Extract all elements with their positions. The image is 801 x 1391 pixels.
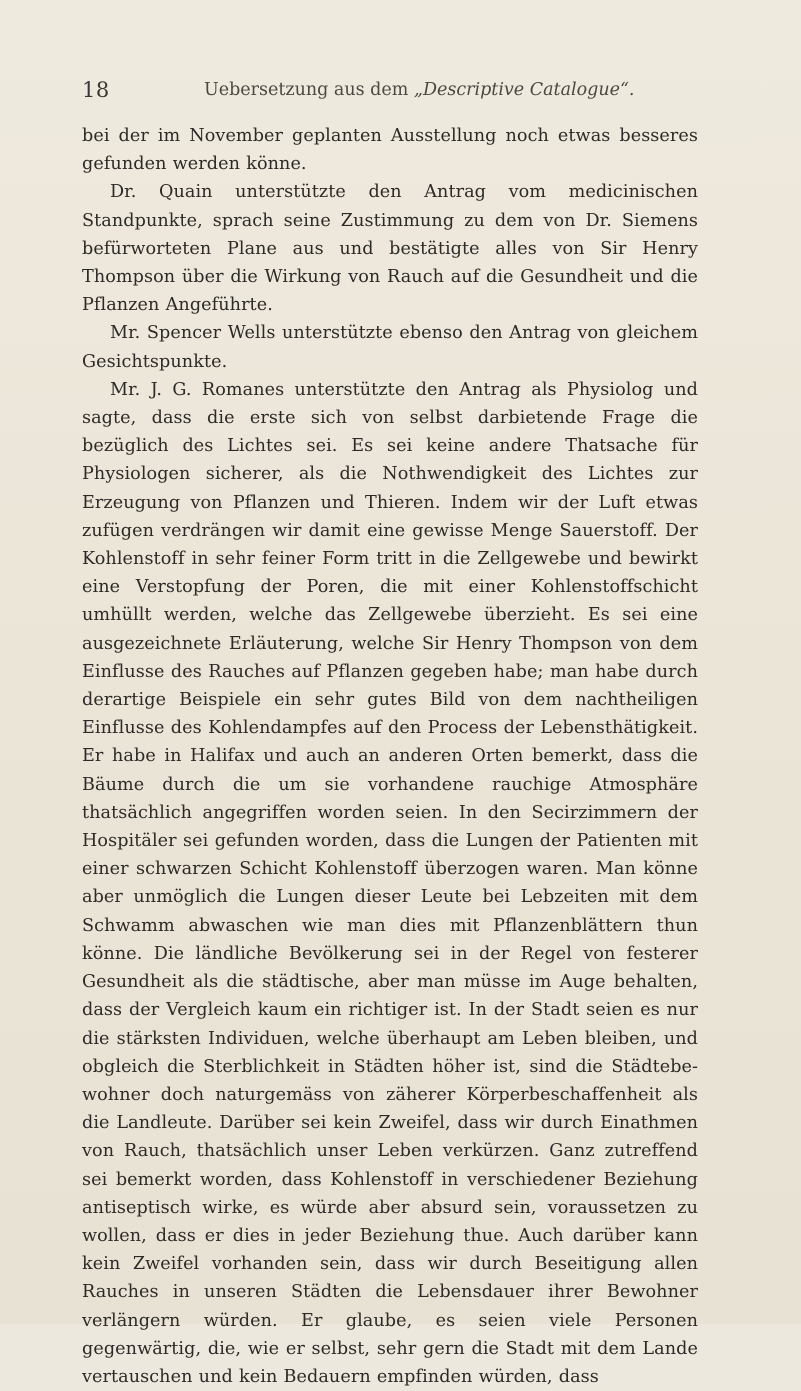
running-title	[204, 80, 635, 100]
running-title-text: Uebersetzung aus dem	[204, 80, 414, 100]
body-text	[82, 122, 698, 1391]
paragraph: bei der im November geplanten Ausstellung noch etwas besseres gefunden werden könne.	[82, 126, 698, 175]
running-head	[82, 78, 642, 108]
paragraph: Mr. J. G. Romanes unterstützte den Antrag als Physiolog und sagte, dass die erste sich von selbst darbietende Frage die bezüglich des Lichtes sei. Es sei keine andere Thatsache für Physiologen sicherer, als die Nothwendigkeit des Lichtes zur Erzeugung von Pflanzen und Thieren. Indem wir der Luft etwas zufügen verdrängen wir damit eine gewisse Menge Sauerstoff. Der Kohlenstoff in sehr feiner Form tritt in die Zellgewebe und bewirkt eine Verstopfung der Poren, die mit einer Kohlenstoffschicht umhüllt werden, welche das Zellgewebe überzieht. Es sei eine ausgezeichnete Erläuterung, welche Sir Henry Thompson von dem Einflusse des Rauches auf Pflanzen gegeben habe; man habe durch derartige Beispiele ein sehr gutes Bild von dem nachtheiligen Einflusse des Kohlendampfes auf den Process der Lebensthätigkeit. Er habe in Halifax und auch an anderen Orten bemerkt, dass die Bäume durch die um sie vorhandene rauchige Atmosphäre thatsächlich angegriffen worden seien. In den Secirzimmern der Hospitäler sei gefunden worden, dass die Lungen der Patienten mit einer schwarzen Schicht Kohlenstoff überzogen waren. Man könne aber unmöglich die Lungen dieser Leute bei Lebzeiten mit dem Schwamm abwaschen wie man dies mit Pflanzenblättern thun könne. Die ländliche Bevölkerung sei in der Regel von festerer Gesundheit als die städtische, aber man müsse im Auge behalten, dass der Vergleich kaum ein richtiger ist. In der Stadt seien es nur die stärksten Individuen, welche überhaupt am Leben bleiben, und obgleich die Sterblichkeit in Städten höher ist, sind die Städtebewohner doch naturgemäss von zäherer Körperbeschaffenheit als die Landleute. Darüber sei kein Zweifel, dass wir durch Einathmen von Rauch, thatsächlich unser Leben verkürzen. Ganz zutreffend sei bemerkt worden, dass Kohlenstoff in verschiedener Beziehung antiseptisch wirke, es würde aber absurd sein, voraussetzen zu wollen, dass er dies in jeder Beziehung thue. Auch darüber kann kein Zweifel vorhanden sein, dass wir durch Beseitigung allen Rauches in unseren Städten die Lebensdauer ihrer Bewohner verlängern würden. Er glaube, es seien viele Personen gegenwärtig, die, wie er selbst, sehr gern die Stadt mit dem Lande vertauschen und kein Bedauern empfinden würden, dass	[82, 379, 698, 1387]
paragraph: Dr. Quain unterstützte den Antrag vom medicinischen Standpunkte, sprach seine Zustimmung zu dem von Dr. Siemens befürworteten Plane aus und bestätigte alles von Sir Henry Thompson über die Wirkung von Rauch auf die Gesundheit und die Pflanzen Angeführte.	[82, 182, 698, 316]
paragraph: Mr. Spencer Wells unterstützte ebenso den Antrag von gleichem Gesichtspunkte.	[82, 323, 698, 372]
page-number: 18	[82, 78, 110, 102]
running-title-italic: „Descriptive Catalogue“.	[413, 80, 635, 100]
